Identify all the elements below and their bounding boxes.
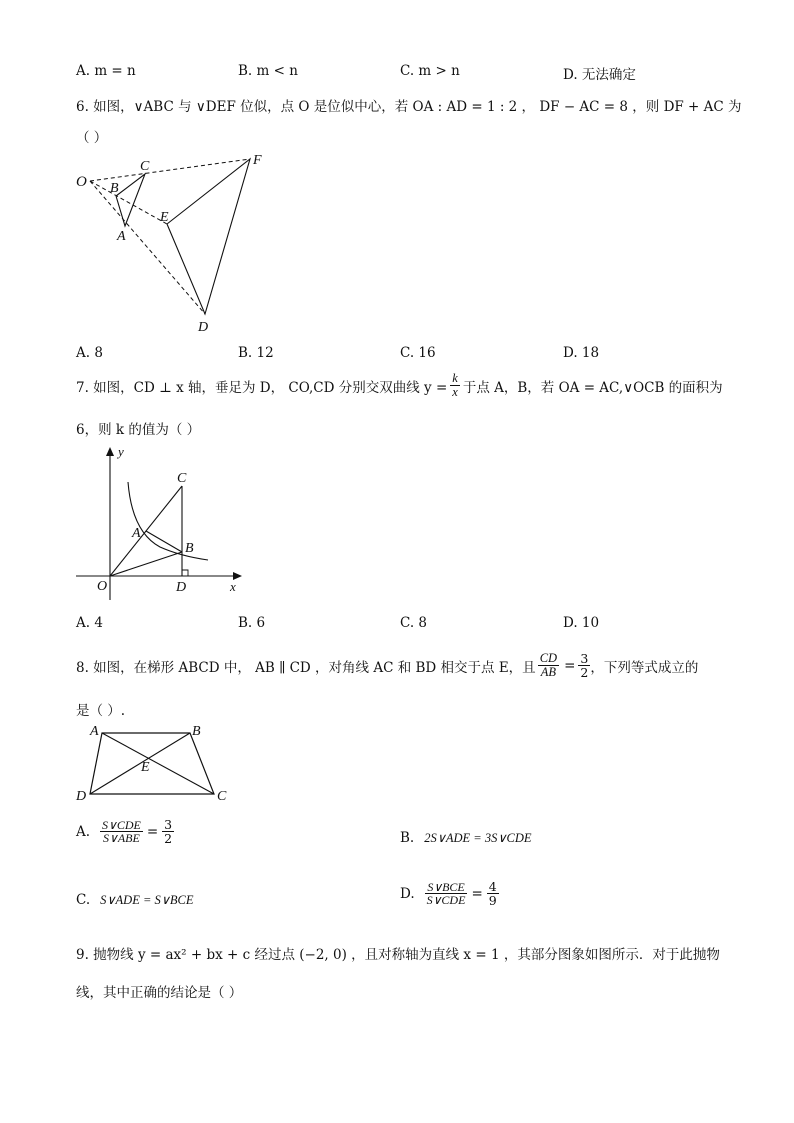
q6-homothety-figure xyxy=(70,148,280,338)
q6-label-E: E xyxy=(160,210,169,225)
q7-stem-part1: 7. 如图，CD ⊥ x 轴，垂足为 D， CO,CD 分别交双曲线 y = xyxy=(76,379,448,396)
q8-option-d-value-denominator: 9 xyxy=(488,893,497,909)
q8-option-a-numerator: S∨CDE xyxy=(102,817,141,832)
q8-option-a-value-denominator: 2 xyxy=(164,831,173,847)
q7-label-C: C xyxy=(177,471,187,486)
q8-option-a-denominator: S∨ABE xyxy=(103,831,140,846)
q7-option-c: C. 8 xyxy=(400,615,428,631)
q7-label-B: B xyxy=(185,541,194,556)
q7-label-D: D xyxy=(176,580,187,595)
q6-option-a: A. 8 xyxy=(76,345,103,361)
q8-option-d-fraction xyxy=(425,881,468,907)
q6-option-b: B. 12 xyxy=(238,345,274,361)
q8-label-A: A xyxy=(90,724,99,739)
q8-option-a-equals: = xyxy=(146,823,159,840)
q8-option-d-numerator: S∨BCE xyxy=(425,881,468,895)
q5-option-b: B. m < n xyxy=(238,63,298,79)
q8-option-d-label: D. xyxy=(400,885,415,902)
q7-hyperbola-figure xyxy=(70,442,255,602)
q8-label-C: C xyxy=(217,789,227,804)
q8-option-b-expression: 2S∨ADE = 3S∨CDE xyxy=(424,831,532,845)
q5-option-c: C. m > n xyxy=(400,63,460,79)
q7-option-d: D. 10 xyxy=(563,615,600,631)
q7-stem-part2: 于点 A，B，若 OA = AC,∨OCB 的面积为 xyxy=(462,379,723,396)
q8-value-numerator: 3 xyxy=(580,651,589,666)
q8-ratio-denominator: AB xyxy=(540,665,557,680)
q8-label-B: B xyxy=(192,724,201,739)
q5-option-a: A. m = n xyxy=(76,63,136,79)
q7-option-a: A. 4 xyxy=(76,615,103,631)
q8-stem-part1: 8. 如图，在梯形 ABCD 中， AB ∥ CD ，对角线 AC 和 BD 相交于点 E，且 xyxy=(76,659,536,676)
q8-option-c-expression: S∨ADE = S∨BCE xyxy=(100,893,194,907)
q8-option-d-value xyxy=(487,880,499,907)
q5-option-d: D. 无法确定 xyxy=(563,67,636,83)
q6-label-C: C xyxy=(140,159,150,174)
q6-stem-line1: 6. 如图，∨ABC 与 ∨DEF 位似，点 O 是位似中心，若 OA : AD = 1 : 2 ， DF − AC = 8 ，则 DF + AC 为 xyxy=(76,99,742,115)
q8-option-a-value xyxy=(162,818,174,845)
q8-option-b xyxy=(400,830,532,846)
q8-label-E: E xyxy=(141,760,150,775)
q6-label-B: B xyxy=(110,181,119,196)
q7-fraction-denominator: x xyxy=(452,385,458,400)
q8-stem-line2: 是（ ）. xyxy=(76,703,126,719)
q8-option-d-denominator: S∨CDE xyxy=(426,893,466,908)
q6-label-O: O xyxy=(76,174,87,190)
q8-ratio-fraction xyxy=(538,652,559,679)
q7-fraction-numerator: k xyxy=(452,371,458,385)
q9-stem-line2: 线，其中正确的结论是（ ） xyxy=(76,985,243,1001)
q8-option-a-fraction xyxy=(100,819,143,845)
q8-value-denominator: 2 xyxy=(580,665,589,681)
q8-option-a-label: A. xyxy=(76,823,91,840)
q8-value-fraction xyxy=(578,652,590,679)
q8-option-c-label: C. xyxy=(76,892,91,908)
q6-option-d: D. 18 xyxy=(563,345,600,361)
q8-option-a-value-numerator: 3 xyxy=(164,817,173,832)
q6-label-A: A xyxy=(117,229,126,244)
q7-label-y: y xyxy=(118,444,124,459)
q7-fraction xyxy=(450,372,460,399)
q8-trapezoid-figure xyxy=(72,718,242,810)
q8-ratio-numerator: CD xyxy=(539,651,558,665)
q9-stem-line1: 9. 抛物线 y = ax² + bx + c 经过点 (−2, 0) ，且对称轴为直线 x = 1 ，其部分图象如图所示．对于此抛物 xyxy=(76,947,720,963)
q7-label-A: A xyxy=(132,526,141,541)
q8-option-d xyxy=(400,880,499,907)
q6-option-c: C. 16 xyxy=(400,345,436,361)
q8-option-c xyxy=(76,892,194,908)
q6-label-F: F xyxy=(253,153,262,168)
q8-option-d-equals: = xyxy=(471,885,483,902)
q8-option-a xyxy=(76,818,174,845)
q8-option-d-value-numerator: 4 xyxy=(488,879,497,894)
q7-label-x: x xyxy=(230,579,236,594)
q7-stem-line2: 6，则 k 的值为（ ） xyxy=(76,422,201,438)
q6-stem-line2: （ ） xyxy=(76,130,108,146)
q6-label-D: D xyxy=(198,320,209,335)
q8-label-D: D xyxy=(76,789,87,804)
q8-stem-part2: ，下列等式成立的 xyxy=(590,659,699,676)
q8-stem-line1: 8. 如图，在梯形 ABCD 中， AB ∥ CD ，对角线 AC 和 BD 相交于点 E，且 $\frac{CD}{AB}$ = $\frac{3}{2}$ ，下列等式成立的 xyxy=(76,651,699,681)
q7-option-b: B. 6 xyxy=(238,615,266,631)
q8-option-b-label: B. xyxy=(400,830,415,846)
q7-label-O: O xyxy=(97,579,108,594)
q7-stem-line1 xyxy=(76,372,723,399)
